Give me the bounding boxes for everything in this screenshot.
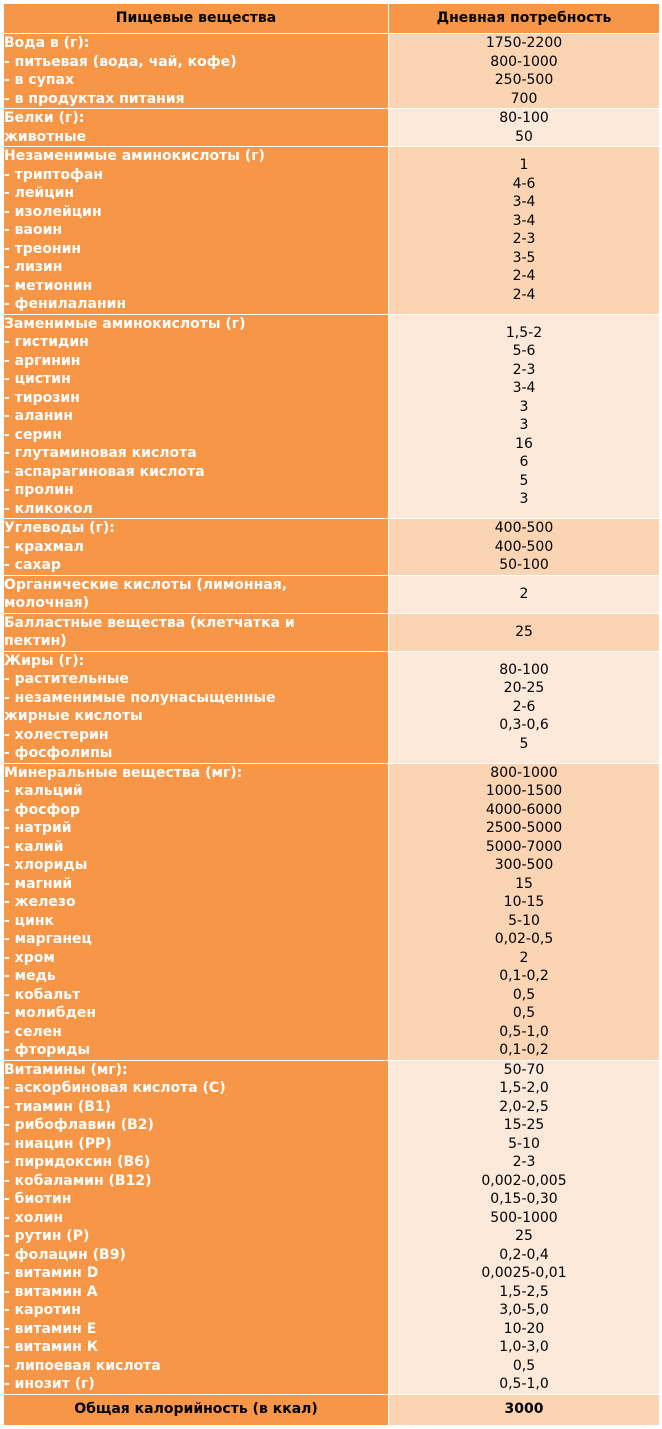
- nutrient-name: Незаменимые аминокислоты (г): [4, 148, 265, 164]
- nutrient-name: - ваоин: [4, 222, 63, 238]
- nutrient-cell: [4, 519, 389, 576]
- daily-need-value: 700: [510, 90, 538, 107]
- nutrient-name: - витамин D: [4, 1265, 99, 1281]
- daily-need-value: 0,1-0,2: [499, 968, 549, 984]
- nutrient-name: - цинк: [4, 912, 55, 929]
- nutrient-name: жирные кислоты: [4, 708, 143, 724]
- nutrient-name: - биотин: [4, 1191, 72, 1207]
- daily-need-value: 1750-2200: [485, 35, 563, 51]
- nutrient-name: - фосфолипы: [4, 745, 113, 761]
- daily-need-value: 0,3-0,6: [499, 717, 549, 734]
- table-row: [4, 109, 660, 147]
- nutrient-cell: [4, 34, 389, 109]
- nutrient-name: - цистин: [4, 371, 71, 387]
- nutrient-name: - гистидин: [4, 334, 89, 350]
- table-row: [4, 1060, 660, 1394]
- nutrient-name: - липоевая кислота: [4, 1357, 161, 1374]
- daily-need-cell: [389, 613, 660, 651]
- daily-need-value: 4000-6000: [485, 801, 563, 818]
- nutrient-name: - изолейцин: [4, 203, 102, 220]
- nutrient-name: - хлориды: [4, 857, 88, 873]
- table-row: [4, 519, 660, 576]
- nutrient-name: - рутин (Р): [4, 1228, 90, 1244]
- nutrient-name: - пролин: [4, 482, 74, 498]
- header-nutrients: Пищевые вещества: [4, 4, 389, 34]
- nutrient-name: - лизин: [4, 259, 63, 275]
- nutrient-name: - хром: [4, 949, 55, 966]
- daily-need-value: 0,2-0,4: [499, 1246, 549, 1263]
- nutrient-name: - незаменимые полунасыщенные: [4, 689, 276, 706]
- daily-need-value: 0,15-0,30: [490, 1191, 558, 1207]
- nutrient-name: - каротин: [4, 1302, 81, 1318]
- table-header-row: [4, 4, 660, 34]
- nutrient-name: - кобальт: [4, 986, 81, 1003]
- daily-need-value: 6: [519, 454, 529, 471]
- nutrient-name: - лейцин: [4, 185, 75, 201]
- daily-need-value: 50: [515, 128, 533, 145]
- daily-need-value: 800-1000: [490, 53, 558, 70]
- nutrient-name: - магний: [4, 875, 73, 892]
- daily-need-value: 0,5: [512, 1357, 536, 1374]
- daily-need-value: 2-3: [512, 361, 536, 378]
- daily-need-value: 15: [515, 875, 533, 892]
- daily-need-value: 3: [519, 417, 529, 434]
- nutrient-name: Жиры (г):: [4, 652, 85, 669]
- daily-need-value: 1000-1500: [485, 783, 563, 799]
- total-row: [4, 1394, 660, 1425]
- nutrient-name: - аргинин: [4, 352, 81, 369]
- daily-need-value: 0,0025-0,01: [481, 1265, 567, 1281]
- daily-need-value: 25: [515, 1228, 533, 1244]
- daily-need-value: 80-100: [499, 661, 549, 678]
- nutrient-name: - серин: [4, 426, 62, 443]
- nutrient-name: - аланин: [4, 408, 73, 424]
- nutrient-name: Вода в (г):: [4, 35, 90, 51]
- nutrient-name: - натрий: [4, 820, 72, 836]
- nutrient-name: - растительные: [4, 671, 129, 687]
- nutrient-cell: [4, 763, 389, 1060]
- nutrient-cell: [4, 147, 389, 315]
- nutrient-name: - кликокол: [4, 500, 93, 517]
- daily-need-value: 2: [519, 585, 529, 602]
- nutrient-name: - холестерин: [4, 726, 109, 743]
- nutrient-name: - кобаламин (В12): [4, 1172, 152, 1189]
- daily-need-value: 2-3: [512, 1154, 536, 1170]
- nutrient-name: - витамин К: [4, 1339, 99, 1355]
- header-daily-need: Дневная потребность: [389, 4, 660, 34]
- nutrient-cell: [4, 651, 389, 763]
- daily-need-cell: [389, 575, 660, 613]
- daily-need-value: 0,5-1,0: [499, 1023, 549, 1040]
- daily-need-value: 2-4: [512, 268, 536, 285]
- nutrient-name: Углеводы (г):: [4, 520, 115, 536]
- daily-need-value: 5000-7000: [485, 838, 563, 855]
- table-row: [4, 314, 660, 519]
- daily-need-value: 5: [519, 735, 529, 752]
- daily-need-value: 80-100: [499, 110, 549, 126]
- nutrient-name: - метионин: [4, 277, 93, 294]
- nutrient-name: - фолацин (В9): [4, 1246, 126, 1263]
- daily-need-value: 0,5-1,0: [499, 1376, 549, 1392]
- daily-need-value: 5-10: [508, 912, 540, 929]
- nutrient-name: - треонин: [4, 240, 82, 257]
- nutrition-table: [3, 3, 660, 1426]
- daily-need-value: 16: [515, 435, 533, 452]
- nutrient-name: - кальций: [4, 783, 83, 799]
- daily-need-cell: [389, 519, 660, 576]
- nutrient-name: - в продуктах питания: [4, 90, 185, 107]
- daily-need-value: 1: [519, 157, 529, 174]
- daily-need-cell: [389, 651, 660, 763]
- daily-need-value: 5-10: [508, 1135, 540, 1152]
- daily-need-value: 3: [519, 491, 529, 508]
- nutrient-name: Органические кислоты (лимонная,: [4, 576, 288, 593]
- nutrient-cell: [4, 1060, 389, 1394]
- nutrient-name: - холин: [4, 1209, 64, 1226]
- nutrient-name: Белки (г):: [4, 110, 85, 126]
- daily-need-cell: [389, 763, 660, 1060]
- daily-need-value: 20-25: [503, 680, 545, 697]
- nutrient-name: - фенилаланин: [4, 296, 127, 312]
- nutrient-name: молочная): [4, 595, 90, 611]
- nutrient-name: Заменимые аминокислоты (г): [4, 315, 246, 332]
- nutrient-name: - медь: [4, 968, 56, 984]
- nutrient-name: - аспарагиновая кислота: [4, 463, 205, 480]
- daily-need-value: 0,5: [512, 986, 536, 1003]
- daily-need-cell: [389, 109, 660, 147]
- nutrient-name: - витамин А: [4, 1283, 98, 1300]
- daily-need-value: 5: [519, 472, 529, 489]
- nutrient-name: - триптофан: [4, 166, 104, 183]
- daily-need-value: 50-70: [503, 1061, 545, 1078]
- daily-need-value: 50-100: [499, 557, 549, 573]
- daily-need-value: 400-500: [494, 538, 554, 555]
- daily-need-value: 2-4: [512, 286, 536, 303]
- table-row: [4, 575, 660, 613]
- daily-need-value: 1,5-2,0: [499, 1080, 549, 1096]
- table-body: [4, 34, 660, 1395]
- table-row: [4, 613, 660, 651]
- nutrient-cell: [4, 109, 389, 147]
- nutrient-cell: [4, 314, 389, 519]
- table-row: [4, 34, 660, 109]
- daily-need-value: 400-500: [494, 520, 554, 536]
- nutrient-name: - рибофлавин (В2): [4, 1117, 154, 1133]
- daily-need-cell: [389, 1060, 660, 1394]
- daily-need-cell: [389, 34, 660, 109]
- daily-need-value: 0,5: [512, 1005, 536, 1021]
- daily-need-value: 3-5: [512, 249, 536, 266]
- daily-need-cell: [389, 147, 660, 315]
- nutrient-name: - железо: [4, 894, 76, 910]
- total-value: 3000: [389, 1394, 660, 1425]
- daily-need-value: 4-6: [512, 175, 536, 192]
- daily-need-cell: [389, 314, 660, 519]
- nutrient-name: животные: [4, 128, 87, 145]
- nutrient-name: пектин): [4, 633, 67, 649]
- daily-need-value: 1,0-3,0: [499, 1339, 549, 1355]
- nutrient-name: Балластные вещества (клетчатка и: [4, 614, 295, 631]
- table-row: [4, 147, 660, 315]
- daily-need-value: 250-500: [494, 72, 554, 88]
- daily-need-value: 0,02-0,5: [494, 931, 554, 947]
- nutrient-name: - молибден: [4, 1005, 97, 1021]
- daily-need-value: 2,0-2,5: [499, 1098, 549, 1115]
- nutrient-name: - тирозин: [4, 389, 80, 406]
- nutrient-name: - питьевая (вода, чай, кофе): [4, 53, 237, 70]
- daily-need-value: 10-15: [503, 894, 545, 910]
- daily-need-value: 5-6: [512, 343, 536, 360]
- daily-need-value: 15-25: [503, 1117, 545, 1133]
- daily-need-value: 3-4: [512, 212, 536, 229]
- nutrient-cell: [4, 613, 389, 651]
- nutrient-name: - аскорбиновая кислота (С): [4, 1080, 226, 1096]
- daily-need-value: 0,002-0,005: [481, 1172, 567, 1189]
- daily-need-value: 2: [519, 949, 529, 966]
- daily-need-value: 1,5-2: [505, 324, 543, 341]
- daily-need-value: 3-4: [512, 380, 536, 397]
- nutrient-name: - тиамин (В1): [4, 1098, 112, 1115]
- nutrient-name: - витамин Е: [4, 1320, 97, 1337]
- daily-need-value: 300-500: [494, 857, 554, 873]
- daily-need-value: 3-4: [512, 194, 536, 211]
- nutrient-name: - фториды: [4, 1042, 91, 1058]
- daily-need-value: 3,0-5,0: [499, 1302, 549, 1318]
- nutrient-name: - глутаминовая кислота: [4, 445, 197, 461]
- nutrient-name: - инозит (г): [4, 1376, 95, 1392]
- daily-need-value: 3: [519, 398, 529, 415]
- nutrient-cell: [4, 575, 389, 613]
- nutrient-name: - сахар: [4, 557, 61, 573]
- nutrient-name: - ниацин (РР): [4, 1135, 112, 1152]
- nutrient-name: Минеральные вещества (мг):: [4, 764, 243, 781]
- nutrient-name: - в супах: [4, 72, 74, 88]
- daily-need-value: 1,5-2,5: [499, 1283, 549, 1300]
- daily-need-value: 2-6: [512, 698, 536, 715]
- daily-need-value: 25: [515, 623, 533, 640]
- nutrient-name: Витамины (мг):: [4, 1061, 128, 1078]
- daily-need-value: 500-1000: [490, 1209, 558, 1226]
- nutrient-name: - пиридоксин (В6): [4, 1154, 151, 1170]
- table-row: [4, 763, 660, 1060]
- daily-need-value: 800-1000: [490, 764, 558, 781]
- daily-need-value: 0,1-0,2: [499, 1042, 549, 1058]
- daily-need-value: 2500-5000: [485, 820, 563, 836]
- nutrient-name: - марганец: [4, 931, 92, 947]
- table-row: [4, 651, 660, 763]
- nutrient-name: - селен: [4, 1023, 62, 1040]
- nutrient-name: - крахмал: [4, 538, 84, 555]
- nutrient-name: - калий: [4, 838, 64, 855]
- nutrient-name: - фосфор: [4, 801, 81, 818]
- daily-need-value: 2-3: [512, 231, 536, 248]
- total-label: Общая калорийность (в ккал): [4, 1394, 389, 1425]
- daily-need-value: 10-20: [503, 1320, 545, 1337]
